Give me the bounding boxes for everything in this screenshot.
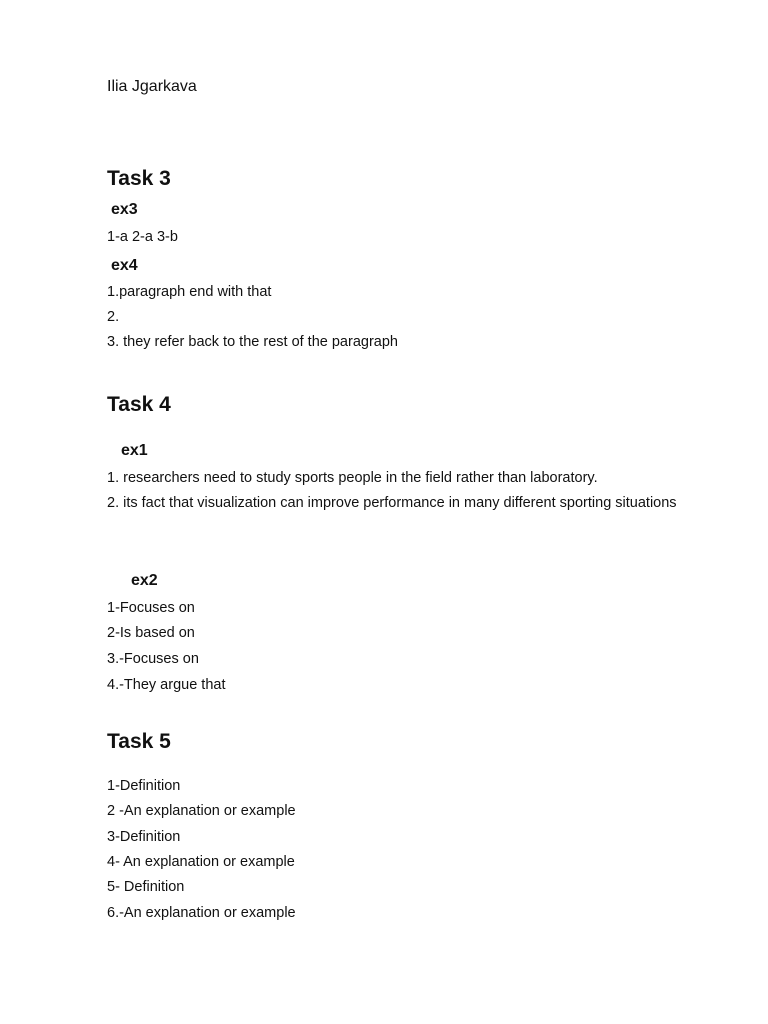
task5-line-4: 4- An explanation or example: [107, 854, 295, 870]
task5-line-5: 5- Definition: [107, 879, 185, 895]
task4-ex2-line-4: 4.-They argue that: [107, 677, 226, 693]
task3-ex4-line-2: 2.: [107, 309, 120, 325]
task4-ex2-label: ex2: [131, 572, 158, 589]
task5-heading: Task 5: [107, 730, 171, 753]
task5-line-1: 1-Definition: [107, 778, 181, 794]
task4-ex1-line-2: 2. its fact that visualization can improve performance in many different sporting situations: [107, 495, 677, 511]
task3-ex4-line-1: 1.paragraph end with that: [107, 284, 272, 300]
task4-ex2-line-1: 1-Focuses on: [107, 600, 195, 616]
task3-ex3-label: ex3: [111, 201, 138, 218]
task3-heading: Task 3: [107, 167, 171, 190]
task5-line-2: 2 -An explanation or example: [107, 803, 296, 819]
task5-line-6: 6.-An explanation or example: [107, 905, 296, 921]
task5-line-3: 3-Definition: [107, 829, 181, 845]
task4-ex2-line-2: 2-Is based on: [107, 625, 195, 641]
task4-ex1-label: ex1: [121, 442, 148, 459]
task3-ex4-line-3: 3. they refer back to the rest of the paragraph: [107, 334, 398, 350]
task3-ex3-answers: 1-a 2-a 3-b: [107, 229, 178, 245]
task4-ex1-line-1: 1. researchers need to study sports people in the field rather than laboratory.: [107, 470, 598, 486]
task4-heading: Task 4: [107, 393, 171, 416]
author-name: Ilia Jgarkava: [107, 78, 197, 95]
task3-ex4-label: ex4: [111, 257, 138, 274]
task4-ex2-line-3: 3.-Focuses on: [107, 651, 199, 667]
